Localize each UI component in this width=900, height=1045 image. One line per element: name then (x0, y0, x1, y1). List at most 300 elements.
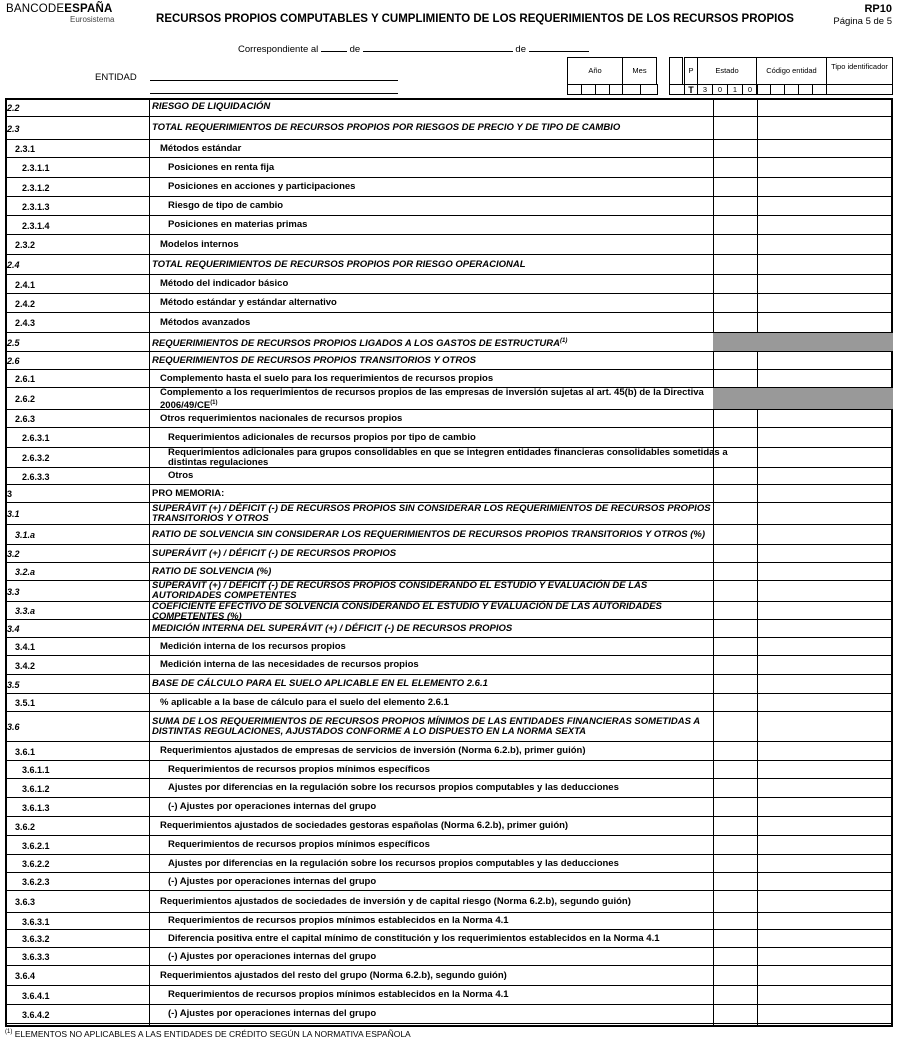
table-row (5, 1005, 893, 1024)
value-cell-1[interactable] (713, 525, 757, 544)
value-cell-2[interactable] (757, 503, 893, 524)
value-cell-1[interactable] (713, 313, 757, 332)
value-cell-1[interactable] (713, 966, 757, 985)
value-cell-1[interactable] (713, 891, 757, 912)
row-code: 2.3.2 (15, 240, 36, 250)
row-description-text: COEFICIENTE EFECTIVO DE SOLVENCIA CONSIDERANDO EL ESTUDIO Y EVALUACIÓN DE LAS AUTORIDADES COMPETENTES (%) (152, 601, 662, 622)
row-code: 3.2.a (15, 567, 36, 577)
value-cell-1[interactable] (713, 913, 757, 929)
value-cell-2[interactable] (757, 1005, 893, 1023)
row-description-text: (-) Ajustes por operaciones internas del grupo (168, 801, 377, 812)
value-cell-2[interactable] (757, 525, 893, 544)
row-code: 3.6.1.2 (22, 783, 50, 794)
table-row (5, 930, 893, 948)
row-description-text: Medición interna de las necesidades de recursos propios (160, 659, 419, 670)
row-description-text: Método estándar y estándar alternativo (160, 297, 337, 308)
row-code: 2.3.1 (15, 144, 36, 154)
value-cell-1[interactable] (713, 503, 757, 524)
ano-header: Año (567, 57, 623, 85)
row-description-text: Posiciones en materias primas (168, 219, 308, 230)
row-code: 3.6.1.3 (22, 802, 50, 813)
row-description-text: (-) Ajustes por operaciones internas del grupo (168, 875, 377, 887)
row-code: 2.4.2 (15, 298, 36, 309)
row-description (152, 602, 712, 622)
id-input-cell[interactable] (826, 84, 893, 95)
value-cell-2[interactable] (757, 675, 893, 693)
value-cell-2[interactable] (757, 873, 893, 890)
value-cell-1[interactable] (713, 581, 757, 601)
row-description (160, 660, 720, 670)
row-description (168, 201, 728, 211)
row-description-text: Requerimientos ajustados del resto del grupo (Norma 6.2.b), segundo guión) (160, 969, 507, 981)
value-cell-1[interactable] (713, 742, 757, 760)
value-cell-1[interactable] (713, 294, 757, 312)
row-description-text: % aplicable a la base de cálculo para el suelo del elemento 2.6.1 (160, 696, 449, 708)
row-code: 3.6.3 (15, 897, 36, 907)
row-code: 3.2 (7, 549, 20, 559)
value-cell-2[interactable] (757, 798, 893, 816)
value-cell-2[interactable] (757, 602, 893, 619)
tipo-identificador-header: Tipo identificador (826, 57, 893, 85)
row-code: 2.5 (7, 337, 20, 348)
row-description-text: PRO MEMORIA: (152, 487, 225, 499)
year-field[interactable] (529, 42, 589, 52)
period-de-1: de (349, 44, 361, 55)
row-description-text: TOTAL REQUERIMIENTOS DE RECURSOS PROPIOS POR RIESGO OPERACIONAL (152, 258, 526, 270)
value-cell-1[interactable] (713, 485, 757, 502)
row-code: 3.5 (7, 679, 20, 690)
row-description (168, 859, 728, 869)
id-input-cell[interactable]: 1 (727, 84, 743, 95)
value-cell-1 (713, 333, 757, 351)
value-cell-1[interactable] (713, 158, 757, 177)
value-cell-1[interactable] (713, 370, 757, 387)
table-row (5, 563, 893, 581)
value-cell-1[interactable] (713, 117, 757, 139)
row-code: 3.6.3.2 (22, 934, 50, 944)
value-cell-2[interactable] (757, 294, 893, 312)
value-cell-1[interactable] (713, 779, 757, 797)
value-cell-1[interactable] (713, 140, 757, 157)
value-cell-2[interactable] (757, 855, 893, 872)
value-cell-1[interactable] (713, 620, 757, 637)
value-cell-2[interactable] (757, 948, 893, 965)
value-cell-2[interactable] (757, 275, 893, 293)
row-code: 2.4 (7, 260, 20, 270)
table-row (5, 656, 893, 675)
value-cell-2 (757, 388, 893, 409)
value-cell-2[interactable] (757, 158, 893, 177)
row-description-text: REQUERIMIENTOS DE RECURSOS PROPIOS TRANSITORIOS Y OTROS (152, 354, 476, 366)
value-cell-1[interactable] (713, 448, 757, 467)
row-description-text: Métodos estándar (160, 142, 242, 154)
table-row (5, 836, 893, 855)
value-cell-1[interactable] (713, 855, 757, 872)
value-cell-2[interactable] (757, 638, 893, 655)
value-cell-2[interactable] (757, 98, 893, 116)
id-input-cell[interactable] (784, 84, 799, 95)
table-row (5, 352, 893, 370)
row-description (152, 102, 712, 112)
value-cell-1[interactable] (713, 178, 757, 196)
value-cell-2[interactable] (757, 620, 893, 637)
row-description-text: Diferencia positiva entre el capital mínimo de constitución y los requerimientos establecidos en la Norma 4.1 (168, 932, 660, 944)
table-row (5, 675, 893, 694)
day-field[interactable] (321, 42, 347, 52)
row-description-text: Ajustes por diferencias en la regulación sobre los recursos propios computables y las deducciones (168, 857, 619, 869)
row-code: 2.6.1 (15, 374, 36, 384)
footnote-ref: (1) (210, 400, 218, 406)
row-description (168, 182, 728, 192)
id-input-cell[interactable]: 0 (712, 84, 728, 95)
value-cell-2[interactable] (757, 712, 893, 741)
row-code: 2.6.3.1 (22, 433, 50, 443)
row-description (160, 698, 720, 708)
value-cell-1[interactable] (713, 675, 757, 693)
value-cell-2[interactable] (757, 235, 893, 254)
value-cell-1[interactable] (713, 873, 757, 890)
row-description-text: RATIO DE SOLVENCIA SIN CONSIDERAR LOS REQUERIMIENTOS DE RECURSOS PROPIOS TRANSITORIOS Y OTROS (%) (152, 528, 706, 540)
table-row (5, 428, 893, 448)
value-cell-1[interactable] (713, 410, 757, 427)
table-row (5, 948, 893, 966)
value-cell-1[interactable] (713, 948, 757, 965)
row-code: 2.3.1.4 (22, 220, 50, 231)
value-cell-2[interactable] (757, 742, 893, 760)
value-cell-2[interactable] (757, 370, 893, 387)
value-cell-1[interactable] (713, 817, 757, 835)
table-row (5, 986, 893, 1005)
table-row (5, 197, 893, 216)
id-input-cell[interactable] (669, 84, 685, 95)
row-description-text: BASE DE CÁLCULO PARA EL SUELO APLICABLE EN EL ELEMENTO 2.6.1 (152, 678, 488, 689)
row-description-text: Posiciones en acciones y participaciones (168, 181, 356, 192)
row-description (160, 374, 720, 384)
row-description (152, 489, 712, 499)
row-description-text: SUPERÁVIT (+) / DÉFICIT (-) DE RECURSOS PROPIOS CONSIDERANDO EL ESTUDIO Y EVALUACIÓN DE LAS AUTORIDADES COMPETENTES (152, 580, 648, 601)
value-cell-2[interactable] (757, 966, 893, 985)
value-cell-2[interactable] (757, 352, 893, 369)
id-input-cell[interactable]: 3 (697, 84, 713, 95)
value-cell-2[interactable] (757, 930, 893, 947)
row-description-text: Requerimientos de recursos propios mínimos establecidos en la Norma 4.1 (168, 915, 509, 926)
row-description-text: Modelos internos (160, 238, 239, 250)
row-code: 3.6.4.1 (22, 990, 50, 1001)
logo-subtitle: Eurosistema (70, 15, 115, 24)
row-description (152, 717, 712, 737)
table-row (5, 448, 893, 468)
row-code: 2.3 (7, 123, 20, 134)
estado-header: Estado (697, 57, 757, 85)
table-row (5, 313, 893, 333)
logo-text: BANCODE (6, 3, 65, 15)
row-code: 3.4.2 (15, 660, 36, 671)
id-input-cell[interactable] (567, 84, 582, 95)
value-cell-1[interactable] (713, 275, 757, 293)
table-row (5, 503, 893, 525)
row-code: 3 (7, 489, 13, 499)
value-cell-1[interactable] (713, 235, 757, 254)
value-cell-1[interactable] (713, 545, 757, 562)
row-code: 2.3.1.2 (22, 182, 50, 193)
table-row (5, 275, 893, 294)
row-code: 3.6.2.3 (22, 877, 50, 887)
row-description (168, 220, 728, 230)
value-cell-1 (713, 388, 757, 409)
row-description (152, 504, 712, 524)
row-description (160, 821, 720, 831)
month-field[interactable] (363, 42, 513, 52)
row-code: 3.6.2 (15, 821, 36, 832)
row-code: 2.6.3 (15, 414, 36, 424)
value-cell-2[interactable] (757, 313, 893, 332)
id-input-cell[interactable] (595, 84, 610, 95)
row-description (168, 448, 728, 468)
value-cell-1[interactable] (713, 563, 757, 580)
table-row (5, 913, 893, 930)
row-description-text: Requerimientos de recursos propios mínimos específicos (168, 763, 430, 775)
row-description (152, 530, 712, 540)
table-row (5, 798, 893, 817)
table-row (5, 602, 893, 620)
row-description (160, 414, 720, 424)
value-cell-2[interactable] (757, 197, 893, 215)
value-cell-2[interactable] (757, 545, 893, 562)
row-code: 2.6.2 (15, 394, 36, 404)
value-cell-1[interactable] (713, 255, 757, 274)
row-description (168, 840, 728, 850)
period-de-2: de (515, 44, 526, 55)
row-code: 3.5.1 (15, 698, 36, 708)
row-description-text: REQUERIMIENTOS DE RECURSOS PROPIOS LIGADOS A LOS GASTOS DE ESTRUCTURA (152, 337, 561, 349)
row-code: 3.6.2.1 (22, 840, 50, 851)
row-description-text: Métodos avanzados (160, 316, 251, 328)
row-description (152, 356, 712, 366)
value-cell-2 (757, 333, 893, 351)
row-description (168, 471, 728, 481)
row-description-text: Otros requerimientos nacionales de recursos propios (160, 412, 403, 424)
form-code: RP10 (864, 3, 892, 15)
value-cell-2[interactable] (757, 913, 893, 929)
value-cell-2[interactable] (757, 410, 893, 427)
row-code: 3.6.1.1 (22, 765, 50, 775)
value-cell-2[interactable] (757, 140, 893, 157)
table-row (5, 545, 893, 563)
value-cell-1[interactable] (713, 638, 757, 655)
id-input-cell[interactable] (756, 84, 771, 95)
table-row (5, 966, 893, 986)
table-row (5, 140, 893, 158)
row-description-text: (-) Ajustes por operaciones internas del grupo (168, 1008, 377, 1019)
value-cell-2[interactable] (757, 428, 893, 447)
value-cell-2[interactable] (757, 468, 893, 484)
row-code: 3.1.a (15, 530, 36, 540)
value-cell-1[interactable] (713, 712, 757, 741)
row-description (168, 433, 728, 443)
row-description (168, 990, 728, 1000)
value-cell-1[interactable] (713, 468, 757, 484)
id-input-cell[interactable] (798, 84, 813, 95)
id-input-cell[interactable] (770, 84, 785, 95)
entidad-field[interactable] (150, 80, 398, 81)
footnote-text: ELEMENTOS NO APLICABLES A LAS ENTIDADES DE CRÉDITO SEGÚN LA NORMATIVA ESPAÑOLA (14, 1029, 411, 1039)
value-cell-2[interactable] (757, 255, 893, 274)
value-cell-1[interactable] (713, 694, 757, 711)
table-row (5, 294, 893, 313)
table-row (5, 117, 893, 140)
table-row (5, 235, 893, 255)
table-row (5, 333, 893, 352)
value-cell-2[interactable] (757, 485, 893, 502)
row-description (160, 279, 720, 289)
row-description-text: SUPERÁVIT (+) / DÉFICIT (-) DE RECURSOS PROPIOS (152, 547, 397, 559)
p-header: P (684, 57, 698, 85)
value-cell-2[interactable] (757, 836, 893, 854)
row-code: 2.6 (7, 356, 20, 366)
value-cell-1[interactable] (713, 986, 757, 1004)
row-code: 3.6.4.2 (22, 1009, 50, 1020)
value-cell-1[interactable] (713, 216, 757, 234)
id-input-cell[interactable] (622, 84, 641, 95)
row-description-text: Requerimientos adicionales para grupos consolidables en que se integren entidades financieras consolidables sometidas a distintas regulaciones (168, 447, 728, 468)
row-description (152, 624, 712, 634)
row-description (152, 336, 712, 349)
row-description (160, 240, 720, 250)
table-row (5, 779, 893, 798)
row-description (160, 897, 720, 907)
table-row (5, 873, 893, 891)
table-row (5, 485, 893, 503)
table-row (5, 255, 893, 275)
row-description (152, 679, 712, 689)
row-description-text: TOTAL REQUERIMIENTOS DE RECURSOS PROPIOS POR RIESGOS DE PRECIO Y DE TIPO DE CAMBIO (152, 122, 621, 133)
value-cell-2[interactable] (757, 761, 893, 778)
row-description (168, 802, 728, 812)
row-description-text: RATIO DE SOLVENCIA (%) (152, 565, 272, 577)
row-description-text: Ajustes por diferencias en la regulación sobre los recursos propios computables y las deducciones (168, 782, 619, 793)
value-cell-1[interactable] (713, 602, 757, 619)
table-row (5, 581, 893, 602)
value-cell-1[interactable] (713, 656, 757, 674)
row-description-text: Otros (168, 470, 194, 481)
value-cell-2[interactable] (757, 986, 893, 1004)
table-row (5, 388, 893, 410)
row-code: 3.4 (7, 624, 20, 634)
row-code: 2.4.1 (15, 279, 36, 290)
value-cell-2[interactable] (757, 891, 893, 912)
row-description-text: MEDICIÓN INTERNA DEL SUPERÁVIT (+) / DÉFICIT (-) DE RECURSOS PROPIOS (152, 622, 513, 634)
row-code: 3.6.3.1 (22, 916, 50, 927)
footnote (5, 1029, 411, 1039)
footnote-marker: (1) (5, 1029, 13, 1036)
row-code: 2.4.3 (15, 318, 36, 328)
value-cell-2[interactable] (757, 581, 893, 601)
row-code: 3.1 (7, 509, 20, 519)
row-description-text: Método del indicador básico (160, 278, 289, 289)
row-description-text: Requerimientos de recursos propios mínimos específicos (168, 839, 430, 850)
footnote-ref: (1) (560, 337, 568, 344)
id-input-cell[interactable] (812, 84, 827, 95)
value-cell-2[interactable] (757, 178, 893, 196)
period-label: Correspondiente al (238, 44, 319, 55)
table-row (5, 216, 893, 235)
table-row (5, 638, 893, 656)
table-row (5, 620, 893, 638)
value-cell-1[interactable] (713, 930, 757, 947)
row-description-text: Posiciones en renta fija (168, 161, 275, 173)
value-cell-2[interactable] (757, 117, 893, 139)
table-row (5, 817, 893, 836)
row-code: 3.3 (7, 586, 20, 597)
value-cell-1[interactable] (713, 197, 757, 215)
value-cell-2[interactable] (757, 216, 893, 234)
table-row (5, 525, 893, 545)
row-description-text: Riesgo de tipo de cambio (168, 200, 284, 211)
id-input-cell[interactable] (581, 84, 596, 95)
row-code: 2.2 (7, 102, 20, 113)
row-description (160, 298, 720, 308)
value-cell-2[interactable] (757, 448, 893, 467)
table-row (5, 712, 893, 742)
value-cell-1[interactable] (713, 798, 757, 816)
table-row (5, 855, 893, 873)
value-cell-1[interactable] (713, 98, 757, 116)
period-line (238, 42, 589, 55)
id-input-cell[interactable]: T (684, 84, 698, 95)
row-description (168, 934, 728, 944)
value-cell-2[interactable] (757, 779, 893, 797)
row-description (160, 971, 720, 981)
value-cell-2[interactable] (757, 656, 893, 674)
bank-logo (6, 3, 113, 15)
value-cell-1[interactable] (713, 352, 757, 369)
row-description (152, 123, 712, 133)
row-description (168, 877, 728, 887)
row-description (160, 318, 720, 328)
table-row (5, 178, 893, 197)
page-title: RECURSOS PROPIOS COMPUTABLES Y CUMPLIMIENTO DE LOS REQUERIMIENTOS DE LOS RECURSOS PROPIOS (156, 13, 794, 25)
row-description (160, 388, 720, 411)
table-row (5, 891, 893, 913)
row-code: 3.6.2.2 (22, 859, 50, 869)
value-cell-1[interactable] (713, 761, 757, 778)
mes-header: Mes (622, 57, 657, 85)
row-description (152, 549, 712, 559)
value-cell-2[interactable] (757, 817, 893, 835)
entidad-field-2[interactable] (150, 93, 398, 94)
id-input-cell[interactable] (640, 84, 658, 95)
id-input-cell[interactable]: 0 (742, 84, 758, 95)
id-input-cell[interactable] (609, 84, 623, 95)
spacer-box (669, 57, 683, 85)
row-description-text: Requerimientos ajustados de empresas de servicios de inversión (Norma 6.2.b), primer guión) (160, 745, 586, 756)
value-cell-1[interactable] (713, 428, 757, 447)
row-description (160, 144, 720, 154)
row-code: 2.3.1.1 (22, 163, 50, 173)
logo-text-bold: ESPAÑA (64, 3, 113, 15)
table-row (5, 468, 893, 485)
row-description-text: (-) Ajustes por operaciones internas del grupo (168, 950, 377, 962)
value-cell-2[interactable] (757, 694, 893, 711)
row-description (168, 765, 728, 775)
row-description (168, 916, 728, 926)
value-cell-1[interactable] (713, 1005, 757, 1023)
row-code: 2.6.3.3 (22, 471, 50, 482)
value-cell-1[interactable] (713, 836, 757, 854)
entidad-label: ENTIDAD (95, 72, 137, 83)
codigo-entidad-header: Código entidad (756, 57, 827, 85)
value-cell-2[interactable] (757, 563, 893, 580)
